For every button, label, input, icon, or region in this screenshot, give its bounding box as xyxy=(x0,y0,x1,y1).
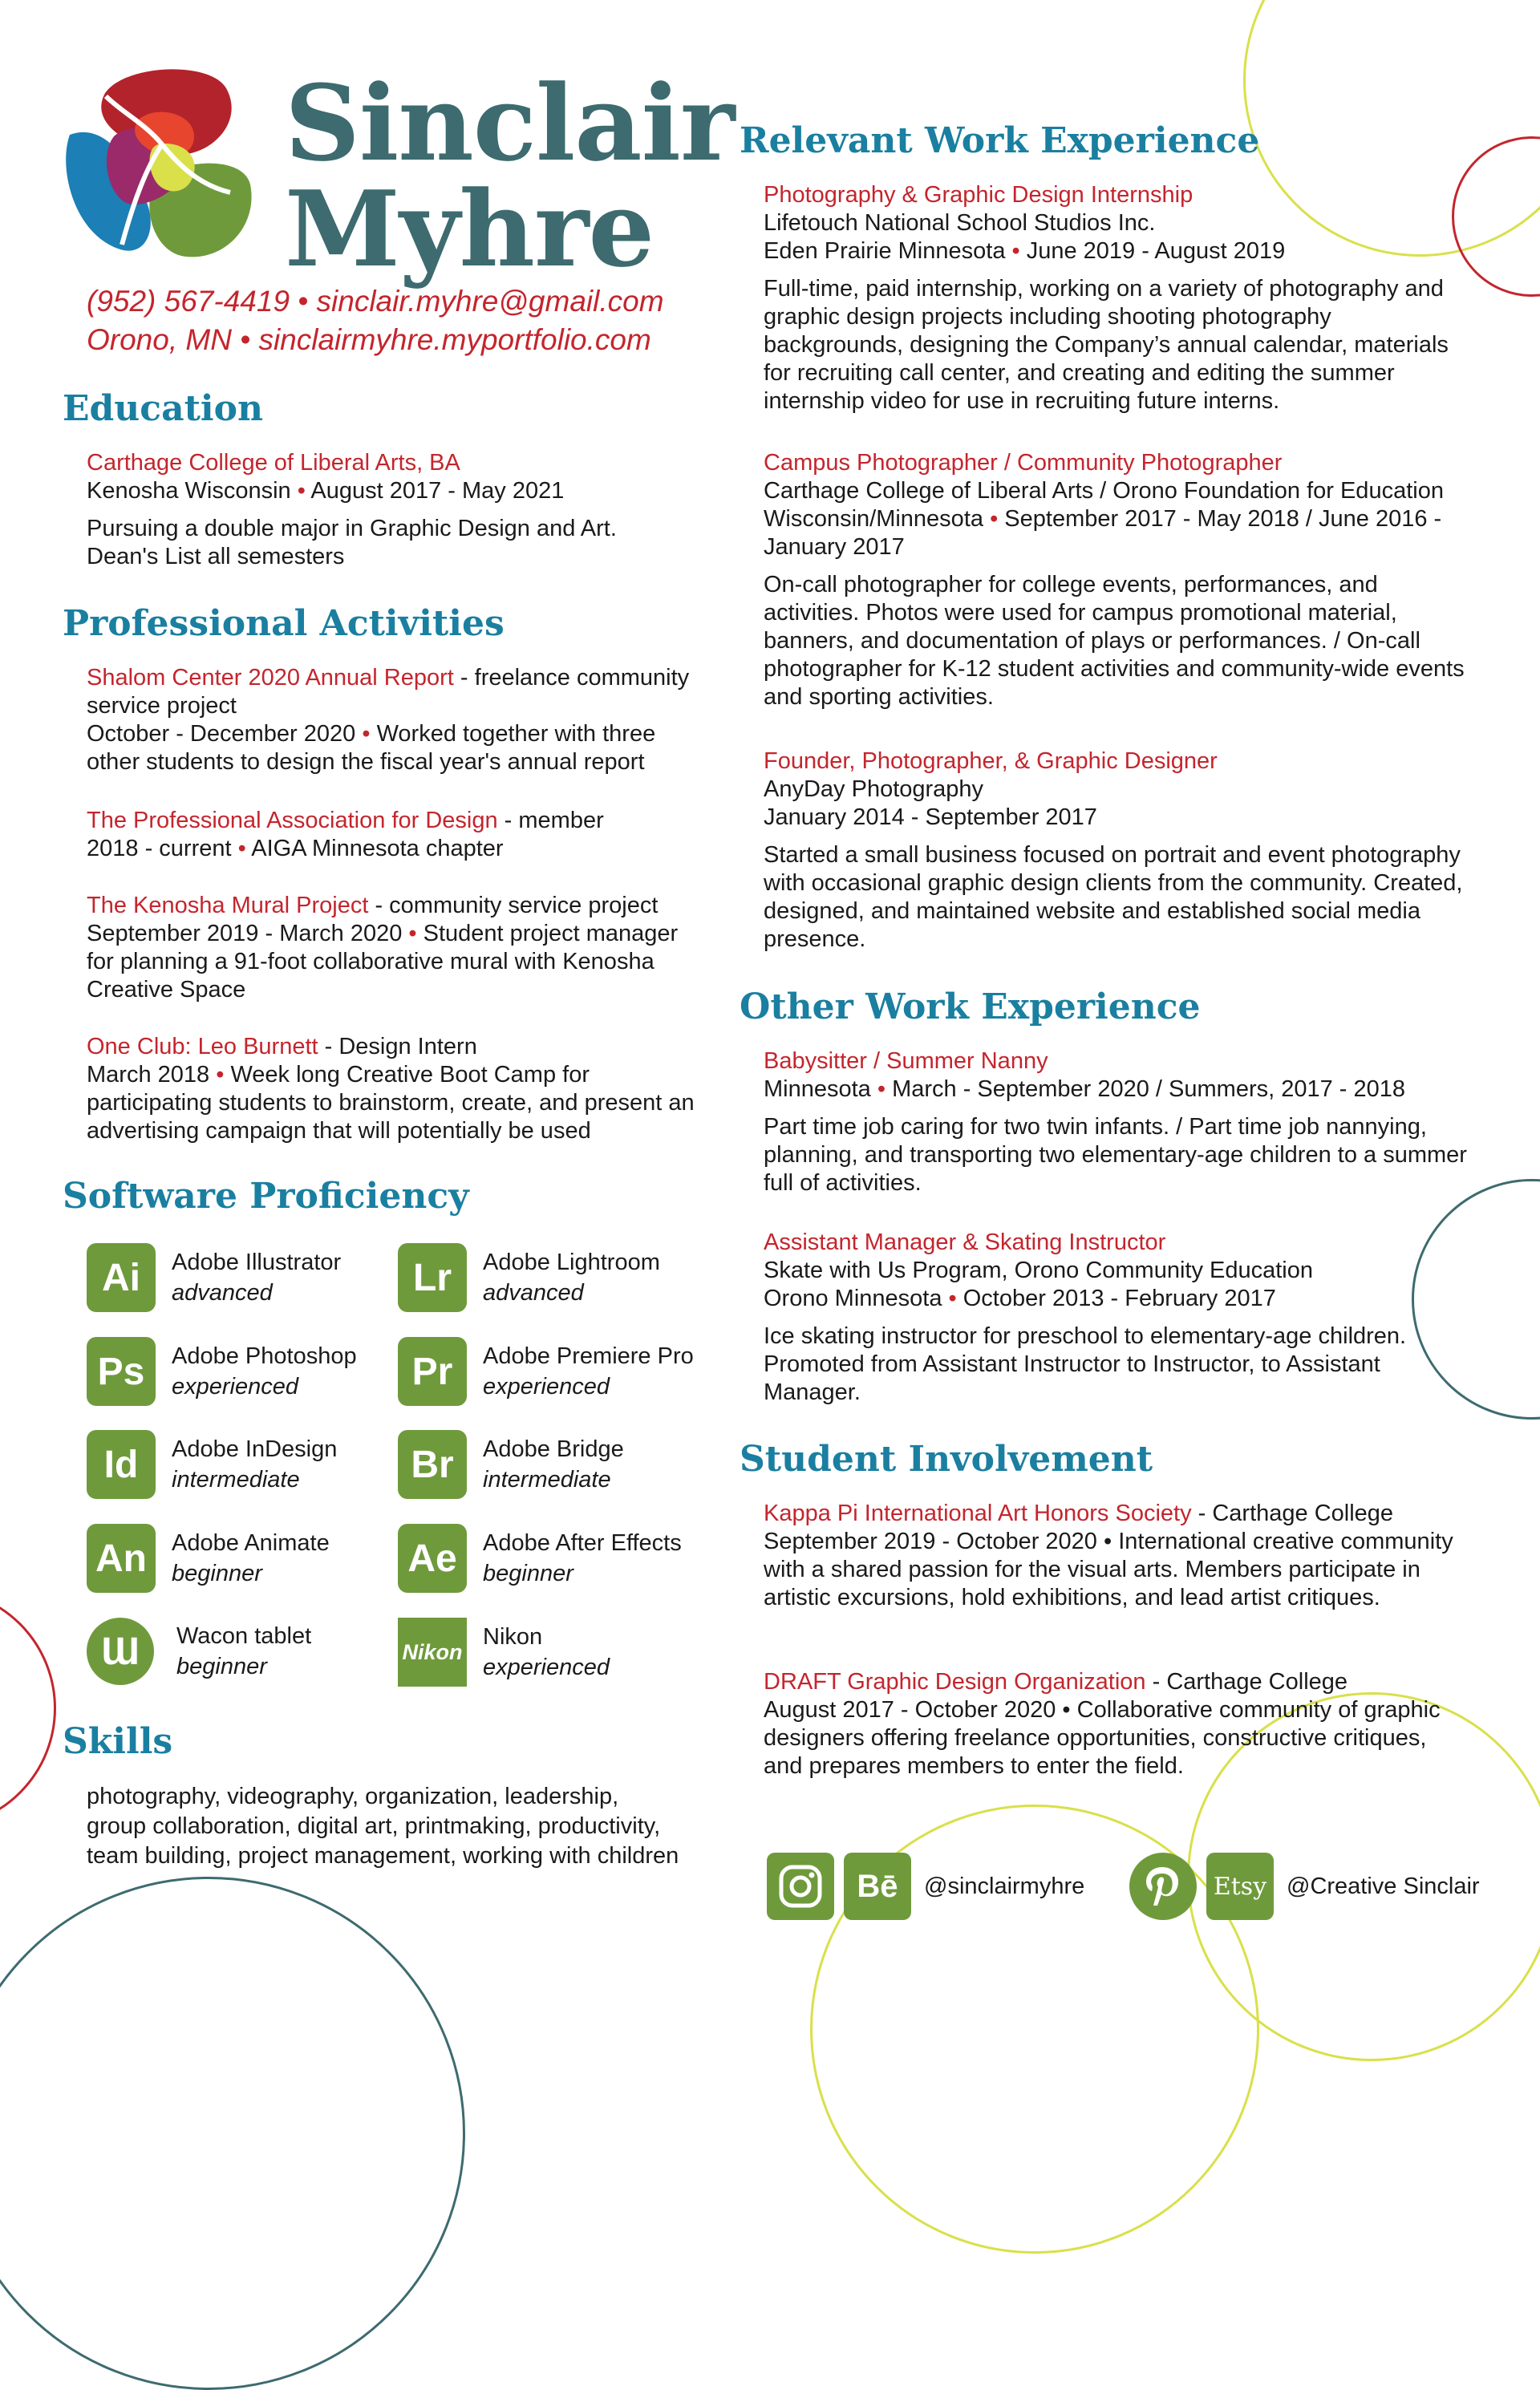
job-title: Photography & Graphic Design Internship xyxy=(764,182,1194,208)
contact-phone-email[interactable]: (952) 567-4419 • sinclair.myhre@gmail.com xyxy=(87,285,664,318)
illustrator-icon: Ai xyxy=(87,1243,156,1312)
pinterest-icon[interactable] xyxy=(1129,1853,1197,1920)
software-item-illustrator: Ai Adobe Illustrator advanced xyxy=(87,1243,341,1312)
experience-item: Founder, Photographer, & Graphic Designer AnyDay Photography January 2014 - September 2017 Started a small business focused on portrait and event photography with occasional graphic design clients from the community. Created, designed, and maintained website and established social media presence. xyxy=(764,747,1469,954)
experience-item: Babysitter / Summer Nanny Minnesota • March - September 2020 / Summers, 2017 - 2018 Part time job caring for two twin infants. / Part time job nannying, planning, and transporting two elementary-age children to a summer full of activities. xyxy=(764,1047,1469,1197)
skills-list: photography, videography, organization, leadership, group collaboration, digital art, printmaking, productivity, team building, project management, working with children xyxy=(87,1784,679,1869)
involvement-item: Kappa Pi International Art Honors Society - Carthage College September 2019 - October 2020 • International creative community with a shared passion for the visual arts. Members participate in artistic excursions, hold exhibitions, and lead artist critiques. xyxy=(764,1501,1453,1610)
activity-title: The Professional Association for Design xyxy=(87,808,498,833)
job-description: Full-time, paid internship, working on a variety of photography and graphic design projects including shooting photography backgrounds, designing the Company’s annual calendar, materials for recruiting call center, and creating and editing the summer internship video for use in recruiting future interns. xyxy=(764,276,1449,414)
activity-title: The Kenosha Mural Project xyxy=(87,893,369,918)
involvement-title: DRAFT Graphic Design Organization xyxy=(764,1669,1146,1695)
name-first: Sinclair xyxy=(285,62,735,184)
experience-item: Photography & Graphic Design Internship Lifetouch National School Studios Inc. Eden Prairie Minnesota • June 2019 - August 2019 Full-time, paid internship, working on a variety of photography and graphic design projects including shooting photography backgrounds, designing the Company’s annual calendar, materials for recruiting call center, and creating and editing the summer internship video for use in recruiting future interns. xyxy=(764,181,1469,415)
software-item-wacom: Ɯ Wacon tablet beginner xyxy=(87,1618,311,1685)
etsy-icon[interactable]: Etsy xyxy=(1206,1853,1274,1920)
education-title: Carthage College of Liberal Arts, BA xyxy=(87,450,460,476)
software-item-after-effects: Ae Adobe After Effects beginner xyxy=(398,1524,682,1593)
other-experience-heading: Other Work Experience xyxy=(740,986,1201,1027)
applicant-name xyxy=(285,62,735,290)
job-description: Started a small business focused on portrait and event photography with occasional graphic design clients from the community. Created, designed, and maintained website and established social media presence. xyxy=(764,842,1463,952)
software-heading: Software Proficiency xyxy=(63,1176,469,1217)
education-heading: Education xyxy=(63,388,263,429)
software-item-nikon: Nikon Nikon experienced xyxy=(398,1618,610,1687)
skills-heading: Skills xyxy=(63,1721,173,1762)
involvement-title: Kappa Pi International Art Honors Society xyxy=(764,1501,1192,1526)
software-item-indesign: Id Adobe InDesign intermediate xyxy=(87,1430,337,1499)
photoshop-icon: Ps xyxy=(87,1337,156,1406)
experience-item: Campus Photographer / Community Photographer Carthage College of Liberal Arts / Orono Foundation for Education Wisconsin/Minnesota • September 2017 - May 2018 / June 2016 - January 2017 On-call photographer for college events, performances, and activities. Photos were used for campus promotional material, banners, and documentation of plays or performances. / On-call photographer for K-12 student activities and community-wide events and sporting activities. xyxy=(764,449,1469,711)
relevant-experience-heading: Relevant Work Experience xyxy=(740,120,1260,161)
logo-icon xyxy=(58,64,258,265)
job-title: Founder, Photographer, & Graphic Designer xyxy=(764,748,1218,774)
animate-icon: An xyxy=(87,1524,156,1593)
premiere-icon: Pr xyxy=(398,1337,467,1406)
job-title: Campus Photographer / Community Photographer xyxy=(764,450,1283,476)
social-group-2 xyxy=(1129,1853,1480,1920)
social-handle-2[interactable]: @Creative Sinclair xyxy=(1287,1873,1480,1899)
job-description: On-call photographer for college events, performances, and activities. Photos were used for campus promotional material, banners, and documentation of plays or performances. / On-call photographer for K-12 student activities and community-wide events and sporting activities. xyxy=(764,572,1465,710)
social-handle-1[interactable]: @sinclairmyhre xyxy=(924,1873,1085,1899)
contact-info xyxy=(87,282,664,359)
education-entry xyxy=(87,449,712,571)
activity-title: Shalom Center 2020 Annual Report xyxy=(87,665,454,691)
instagram-icon[interactable] xyxy=(767,1853,834,1920)
lightroom-icon: Lr xyxy=(398,1243,467,1312)
decorative-circle-red-left xyxy=(0,1588,56,1829)
software-item-bridge: Br Adobe Bridge intermediate xyxy=(398,1430,624,1499)
software-item-lightroom: Lr Adobe Lightroom advanced xyxy=(398,1243,660,1312)
nikon-icon: Nikon xyxy=(398,1618,467,1687)
bridge-icon: Br xyxy=(398,1430,467,1499)
activity-item: The Professional Association for Design - member 2018 - current • AIGA Minnesota chapter xyxy=(87,808,604,861)
experience-item: Assistant Manager & Skating Instructor Skate with Us Program, Orono Community Education Orono Minnesota • October 2013 - February 2017 Ice skating instructor for preschool to elementary-age children. Promoted from Assistant Instructor to Instructor, to Assistant Manager. xyxy=(764,1229,1469,1407)
activity-item: The Kenosha Mural Project - community service project September 2019 - March 2020 • Student project manager for planning a 91-foot collaborative mural with Kenosha Creative Space xyxy=(87,893,679,1003)
software-item-photoshop: Ps Adobe Photoshop experienced xyxy=(87,1337,357,1406)
education-meta: Kenosha Wisconsin • August 2017 - May 2021 xyxy=(87,478,565,504)
activity-item: Shalom Center 2020 Annual Report - freelance community service project October - December 2020 • Worked together with three other students to design the fiscal year's annual report xyxy=(87,665,690,775)
activity-item: One Club: Leo Burnett - Design Intern March 2018 • Week long Creative Boot Camp for participating students to brainstorm, create, and present an advertising campaign that will potentially be used xyxy=(87,1034,695,1144)
software-item-animate: An Adobe Animate beginner xyxy=(87,1524,330,1593)
activity-title: One Club: Leo Burnett xyxy=(87,1034,318,1059)
activities-heading: Professional Activities xyxy=(63,603,505,644)
software-item-premiere: Pr Adobe Premiere Pro experienced xyxy=(398,1337,694,1406)
job-title: Babysitter / Summer Nanny xyxy=(764,1048,1048,1074)
education-desc1: Pursuing a double major in Graphic Design and Art. xyxy=(87,516,617,541)
job-description: Ice skating instructor for preschool to elementary-age children. Promoted from Assistant Instructor to Instructor, to Assistant Manager. xyxy=(764,1323,1407,1405)
wacom-icon: Ɯ xyxy=(87,1618,154,1685)
decorative-circle-teal-bottom xyxy=(0,1877,465,2390)
job-title: Assistant Manager & Skating Instructor xyxy=(764,1229,1166,1255)
behance-icon[interactable]: Bē xyxy=(844,1853,911,1920)
involvement-heading: Student Involvement xyxy=(740,1439,1153,1480)
indesign-icon: Id xyxy=(87,1430,156,1499)
education-desc2: Dean's List all semesters xyxy=(87,544,345,569)
job-description: Part time job caring for two twin infants. / Part time job nannying, planning, and transporting two elementary-age children to a summer full of activities. xyxy=(764,1114,1467,1196)
social-group-1 xyxy=(767,1853,1084,1920)
involvement-item: DRAFT Graphic Design Organization - Carthage College August 2017 - October 2020 • Collaborative community of graphic designers offering freelance opportunities, constructive critiques, and prepares members to enter the field. xyxy=(764,1669,1441,1779)
name-last: Myhre xyxy=(285,168,654,290)
after-effects-icon: Ae xyxy=(398,1524,467,1593)
contact-location-portfolio[interactable]: Orono, MN • sinclairmyhre.myportfolio.com xyxy=(87,323,651,356)
